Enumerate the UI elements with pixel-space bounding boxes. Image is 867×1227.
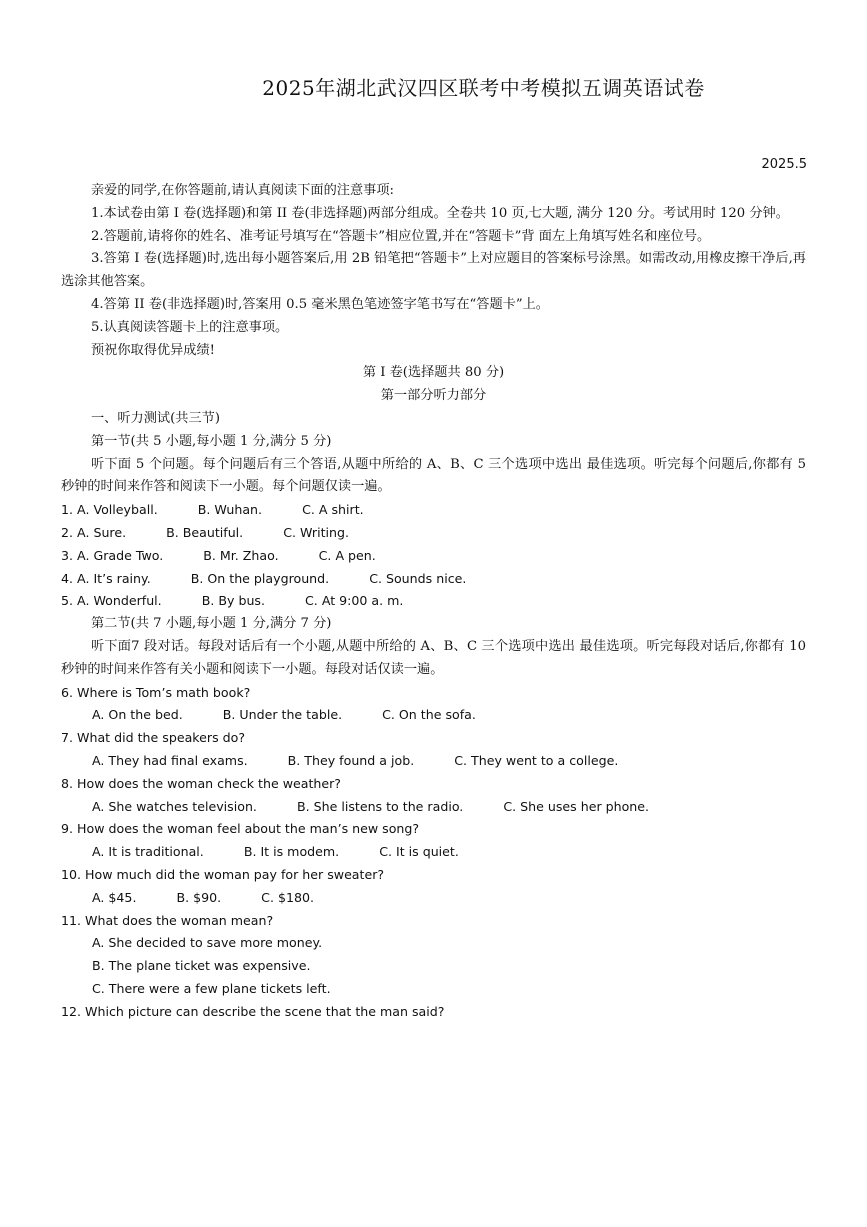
question-11-option-b: B. The plane ticket was expensive. [92, 958, 311, 974]
question-9-stem: 9. How does the woman feel about the man’s new song? [61, 821, 420, 837]
option-c: C. They went to a college. [454, 752, 619, 768]
option-a: A. She watches television. [92, 798, 257, 814]
option-b: B. It is modem. [243, 844, 340, 860]
question-3 [61, 545, 806, 568]
question-6-options [61, 704, 806, 727]
question-5 [61, 590, 806, 613]
notice-item-3: 3.答第 I 卷(选择题)时,选出每小题答案后,用 2B 铅笔把“答题卡”上对应题目的答案标号涂黑。如需改动,用橡皮擦干净后,再选涂其他答案。 [61, 251, 806, 290]
notice-item-5: 5.认真阅读答题卡上的注意事项。 [91, 319, 289, 335]
question-8-stem: 8. How does the woman check the weather? [61, 775, 341, 791]
question-4 [61, 568, 806, 591]
option-b: B. They found a job. [287, 752, 415, 768]
question-7-options [61, 750, 806, 773]
option-a: A. Wonderful. [77, 593, 162, 609]
question-number: 1. [61, 502, 74, 518]
question-8-options [61, 796, 806, 819]
option-c: C. Sounds nice. [369, 570, 467, 586]
option-b: B. Wuhan. [197, 502, 263, 518]
question-10-options [61, 887, 806, 910]
option-a: A. Sure. [77, 524, 127, 540]
option-a: A. They had final exams. [92, 752, 248, 768]
option-b: B. By bus. [201, 593, 265, 609]
listening-section-title: 一、听力测试(共三节) [91, 410, 220, 426]
question-number: 3. [61, 547, 74, 563]
exam-date: 2025.5 [761, 157, 807, 172]
option-b: B. $90. [176, 889, 222, 905]
option-a: A. It’s rainy. [77, 570, 151, 586]
notice-item-1: 1.本试卷由第 I 卷(选择题)和第 II 卷(非选择题)两部分组成。全卷共 10 页,七大题, 满分 120 分。考试用时 120 分钟。 [91, 205, 789, 221]
option-c: C. A shirt. [302, 502, 364, 518]
question-number: 4. [61, 570, 74, 586]
question-2 [61, 522, 806, 545]
section2-instructions: 听下面7 段对话。每段对话后有一个小题,从题中所给的 A、B、C 三个选项中选出 最佳选项。听完每段对话后,你都有 10 秒钟的时间来作答有关小题和阅读下一小题。每段对话仅读一遍。 [61, 638, 806, 677]
option-c: C. At 9:00 a. m. [305, 593, 404, 609]
notice-greeting: 亲爱的同学,在你答题前,请认真阅读下面的注意事项: [91, 183, 394, 198]
option-b: B. Beautiful. [166, 524, 244, 540]
option-b: B. On the playground. [190, 570, 330, 586]
question-1 [61, 499, 806, 522]
question-10-stem: 10. How much did the woman pay for her sweater? [61, 866, 385, 882]
option-a: A. $45. [92, 889, 137, 905]
exam-title [0, 72, 867, 101]
option-a: A. Grade Two. [77, 547, 164, 563]
option-c: C. She uses her phone. [503, 798, 650, 814]
option-a: A. Volleyball. [77, 502, 158, 518]
question-number: 2. [61, 524, 74, 540]
question-7-stem: 7. What did the speakers do? [61, 730, 246, 746]
exam-title-text: 2025年湖北武汉四区联考中考模拟五调英语试卷 [262, 76, 705, 100]
option-c: C. On the sofa. [382, 707, 476, 723]
option-b: B. Under the table. [222, 707, 343, 723]
question-11-option-c: C. There were a few plane tickets left. [92, 980, 331, 996]
section1-title: 第一节(共 5 小题,每小题 1 分,满分 5 分) [91, 433, 332, 449]
question-12-stem: 12. Which picture can describe the scene that the man said? [61, 1003, 445, 1019]
question-6-stem: 6. Where is Tom’s math book? [61, 684, 251, 700]
exam-body [61, 180, 806, 1023]
part1-heading: 第 I 卷(选择题共 80 分) [362, 365, 505, 381]
option-c: C. It is quiet. [379, 844, 459, 860]
option-b: B. Mr. Zhao. [203, 547, 279, 563]
option-b: B. She listens to the radio. [296, 798, 464, 814]
notice-item-4: 4.答第 II 卷(非选择题)时,答案用 0.5 毫米黑色笔迹签字笔书写在“答题卡”上。 [91, 296, 549, 312]
option-c: C. Writing. [283, 524, 349, 540]
notice-item-2: 2.答题前,请将你的姓名、准考证号填写在“答题卡”相应位置,并在“答题卡”背 面左上角填写姓名和座位号。 [91, 228, 711, 244]
section1-instructions: 听下面 5 个问题。每个问题后有三个答语,从题中所给的 A、B、C 三个选项中选出 最佳选项。听完每个问题后,你都有 5 秒钟的时间来作答和阅读下一小题。每个问题仅读一遍。 [61, 456, 806, 495]
section2-title: 第二节(共 7 小题,每小题 1 分,满分 7 分) [91, 616, 332, 632]
notice-wish: 预祝你取得优异成绩! [91, 342, 215, 358]
question-number: 5. [61, 593, 74, 609]
question-9-options [61, 841, 806, 864]
question-11-option-a: A. She decided to save more money. [92, 935, 323, 951]
option-a: A. It is traditional. [92, 844, 204, 860]
option-c: C. $180. [261, 889, 315, 905]
question-11-stem: 11. What does the woman mean? [61, 912, 274, 928]
option-c: C. A pen. [318, 547, 376, 563]
part1-subheading: 第一部分听力部分 [380, 388, 487, 404]
option-a: A. On the bed. [92, 707, 183, 723]
